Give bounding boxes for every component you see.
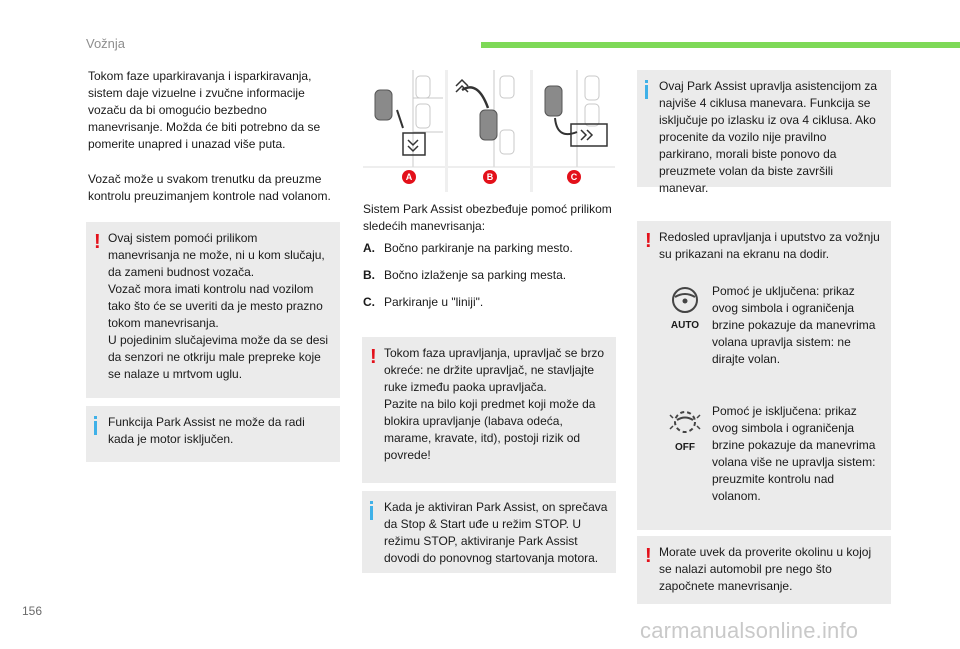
list-item [363, 267, 615, 284]
list-item [363, 294, 615, 311]
list-key: B. [363, 268, 375, 282]
warning-box-guidance [637, 221, 891, 530]
guidance-intro: Redosled upravljanja i uputstvo za vožnju su prikazani na ekranu na dodir. [659, 230, 880, 261]
maneuvers-intro: Sistem Park Assist obezbeđuje pomoć prilikom sledećih manevrisanja: [363, 202, 612, 233]
info-text-cycles: Ovaj Park Assist upravlja asistencijom za najviše 4 ciklusa manevara. Funkcija se isključuje po izlasku iz ova 4 ciklusa. Ako procenite da vozilo nije pravilno parkirano, morali biste ponovo da preuzmete volan da biste završili manevar. [659, 79, 878, 195]
section-title: Vožnja [86, 36, 126, 51]
warning-text-2: Pazite na bilo koji predmet koji može da blokira upravljanje (labava odeća, marame, kravate, itd), postoji rizik od povrede! [384, 397, 596, 462]
info-text-stop-start: Kada je aktiviran Park Assist, on sprečava da Stop & Start uđe u režim STOP. U režimu STOP, aktiviranje Park Assist dovodi do ponovnog startovanja motora. [384, 500, 608, 565]
auto-label: AUTO [670, 320, 700, 331]
warning-icon: ! [94, 231, 101, 253]
warning-icon: ! [645, 230, 652, 252]
watermark: carmanualsonline.info [640, 618, 859, 643]
warning-text-2: Vozač mora imati kontrolu nad vozilom tako što će se uveriti da je mesto prazno tokom manevrisanja. [108, 282, 323, 330]
warning-box-surroundings [637, 536, 891, 604]
header-accent-bar [481, 42, 960, 48]
info-icon [645, 80, 648, 99]
info-box-engine [86, 406, 340, 462]
auto-description: Pomoć je uključena: prikaz ovog simbola i ograničenja brzine pokazuje da manevrima volana upravlja sistem: ne dirajte volan. [712, 284, 876, 366]
warning-text-surroundings: Morate uvek da proverite okolinu u kojoj se nalazi automobil pre nego što započnete manevrisanje. [659, 545, 872, 593]
page-number: 156 [22, 604, 43, 618]
info-icon [94, 416, 97, 435]
info-icon [370, 501, 373, 520]
warning-box-steering [362, 337, 616, 483]
intro-paragraph: Tokom faze uparkiravanja i isparkiravanja, sistem daje vizuelne i zvučne informacije vozaču da bi omogućio bezbedno manevrisanje. Možda će biti potrebno da se pomerite unapred i unazad više puta. [88, 69, 321, 151]
driver-control-paragraph: Vozač može u svakom trenutku da preuzme kontrolu preuzimanjem kontrole nad volanom. [88, 172, 331, 203]
warning-icon: ! [370, 346, 377, 368]
list-text: Bočno izlaženje sa parking mesta. [384, 268, 567, 282]
list-key: C. [363, 295, 375, 309]
figure-label-c: C [567, 170, 581, 184]
info-box-stop-start [362, 491, 616, 573]
steering-auto-icon [667, 285, 703, 333]
info-box-cycles [637, 70, 891, 195]
warning-text-1: Tokom faza upravljanja, upravljač se brzo okreće: ne držite upravljač, ne stavljajte ruke između paoka upravljača. [384, 346, 605, 394]
warning-text-1: Ovaj sistem pomoći prilikom manevrisanja ne može, ni u kom slučaju, da zameni budnost vozača. [108, 231, 325, 279]
off-description: Pomoć je isključena: prikaz ovog simbola i ograničenja brzine pokazuje da manevrima volana više ne upravlja sistem: preuzmite kontrolu nad volanom. [712, 404, 876, 503]
list-text: Bočno parkiranje na parking mesto. [384, 241, 573, 255]
list-text: Parkiranje u "liniji". [384, 295, 484, 309]
list-key: A. [363, 241, 375, 255]
list-item [363, 240, 615, 257]
warning-icon: ! [645, 545, 652, 567]
figure-label-a: A [402, 170, 416, 184]
maneuver-list [363, 240, 615, 311]
steering-off-icon [667, 407, 703, 455]
info-text-engine: Funkcija Park Assist ne može da radi kada je motor isključen. [108, 415, 305, 446]
warning-text-3: U pojedinim slučajevima može da se desi da senzori ne otkriju male prepreke koje se nalaze u mrtvom uglu. [108, 333, 329, 381]
maneuver-illustration [363, 70, 615, 192]
figure-label-b: B [483, 170, 497, 184]
off-label: OFF [675, 442, 695, 453]
warning-box-vigilance [86, 222, 340, 398]
